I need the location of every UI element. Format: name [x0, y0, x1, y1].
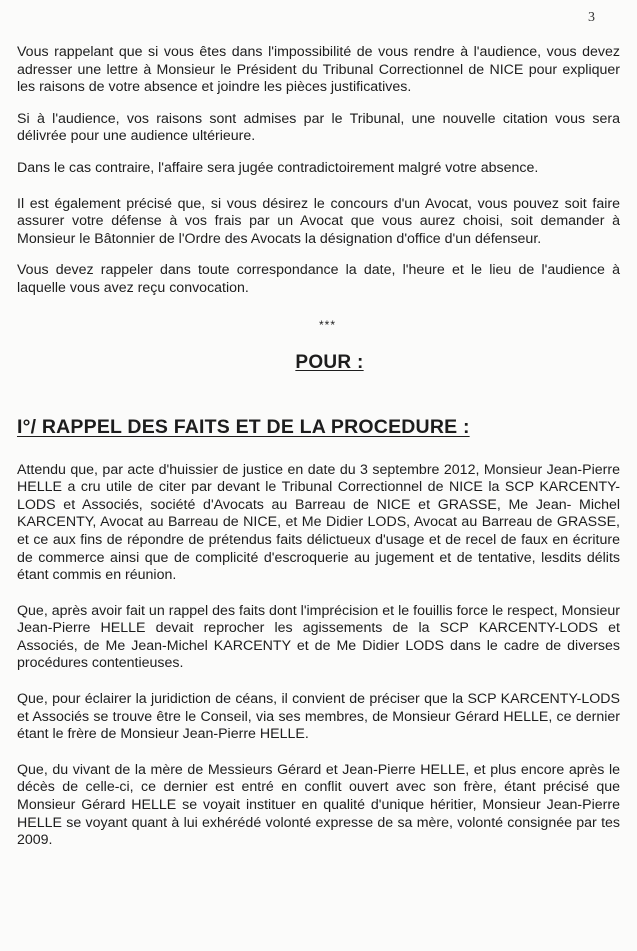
pour-heading-text: POUR : — [295, 351, 364, 373]
separator-stars: *** — [318, 317, 336, 332]
pour-heading — [17, 352, 620, 374]
section-heading-facts: I°/ RAPPEL DES FAITS ET DE LA PROCEDURE : — [17, 415, 470, 438]
document-body — [17, 44, 620, 850]
paragraph-counsel-relation: Que, pour éclairer la juridiction de céans, il convient de préciser que la SCP KARCENTY-LODS et Associés se trouve être le Conseil, via ses membres, de Monsieur Gérard HELLE, ce dernier étant le frère de Monsieur Jean-Pierre HELLE. — [17, 691, 620, 743]
paragraph-citation-act: Attendu que, par acte d'huissier de justice en date du 3 septembre 2012, Monsieur Jean-Pierre HELLE a cru utile de citer par devant le Tribunal Correctionnel de NICE la SCP KARCENTY-LODS et Associés, société d'Avocats au Barreau de NICE et GRASSE, Me Jean- Michel KARCENTY, Avocat au Barreau de NICE, et Me Didier LODS, Avocat au Barreau de GRASSE, et ce aux fins de répondre de prétendus faits délictueux d'usage et de recel de faux en écriture de commerce ainsi que de complicité d'escroquerie au jugement et de tentative, lesdits délits étant commis en réunion. — [17, 461, 620, 584]
paragraph-family-conflict: Que, du vivant de la mère de Messieurs Gérard et Jean-Pierre HELLE, et plus encore après le décès de celle-ci, ce dernier est entré en conflit ouvert avec son frère, étant précisé que Monsieur Gérard HELLE se voyait instituer en qualité d'unique héritier, Monsieur Jean-Pierre HELLE se voyant quant à lui exhérédé volonté expresse de sa mère, volonté consignée par tes 2009. — [17, 761, 620, 849]
paragraph-lawyer-assistance: Il est également précisé que, si vous désirez le concours d'un Avocat, vous pouvez soit faire assurer votre défense à vos frais par un Avocat que vous aurez choisi, soit demander à Monsieur le Bâtonnier de l'Ordre des Avocats la désignation d'office d'un défenseur. — [17, 195, 620, 247]
paragraph-absence-letter: Vous rappelant que si vous êtes dans l'impossibilité de vous rendre à l'audience, vous devez adresser une lettre à Monsieur le Président du Tribunal Correctionnel de NICE pour expliquer les raisons de votre absence et joindre les pièces justificatives. — [17, 44, 620, 96]
paragraph-correspondence-reminder: Vous devez rappeler dans toute correspondance la date, l'heure et le lieu de l'audience à laquelle vous avez reçu convocation. — [17, 262, 620, 296]
paragraph-new-citation: Si à l'audience, vos raisons sont admises par le Tribunal, une nouvelle citation vous sera délivrée pour une audience ultérieure. — [17, 110, 620, 145]
paragraph-contradictory-judgment: Dans le cas contraire, l'affaire sera jugée contradictoirement malgré votre absence. — [17, 159, 539, 176]
page-number: 3 — [588, 10, 595, 25]
paragraph-reproaches: Que, après avoir fait un rappel des faits dont l'imprécision et le fouillis force le respect, Monsieur Jean-Pierre HELLE devait reprocher les agissements de la SCP KARCENTY-LODS et Associés, de Me Jean-Michel KARCENTY et de Me Didier LODS dans le cadre de diverses procédures contentieuses. — [17, 602, 620, 672]
